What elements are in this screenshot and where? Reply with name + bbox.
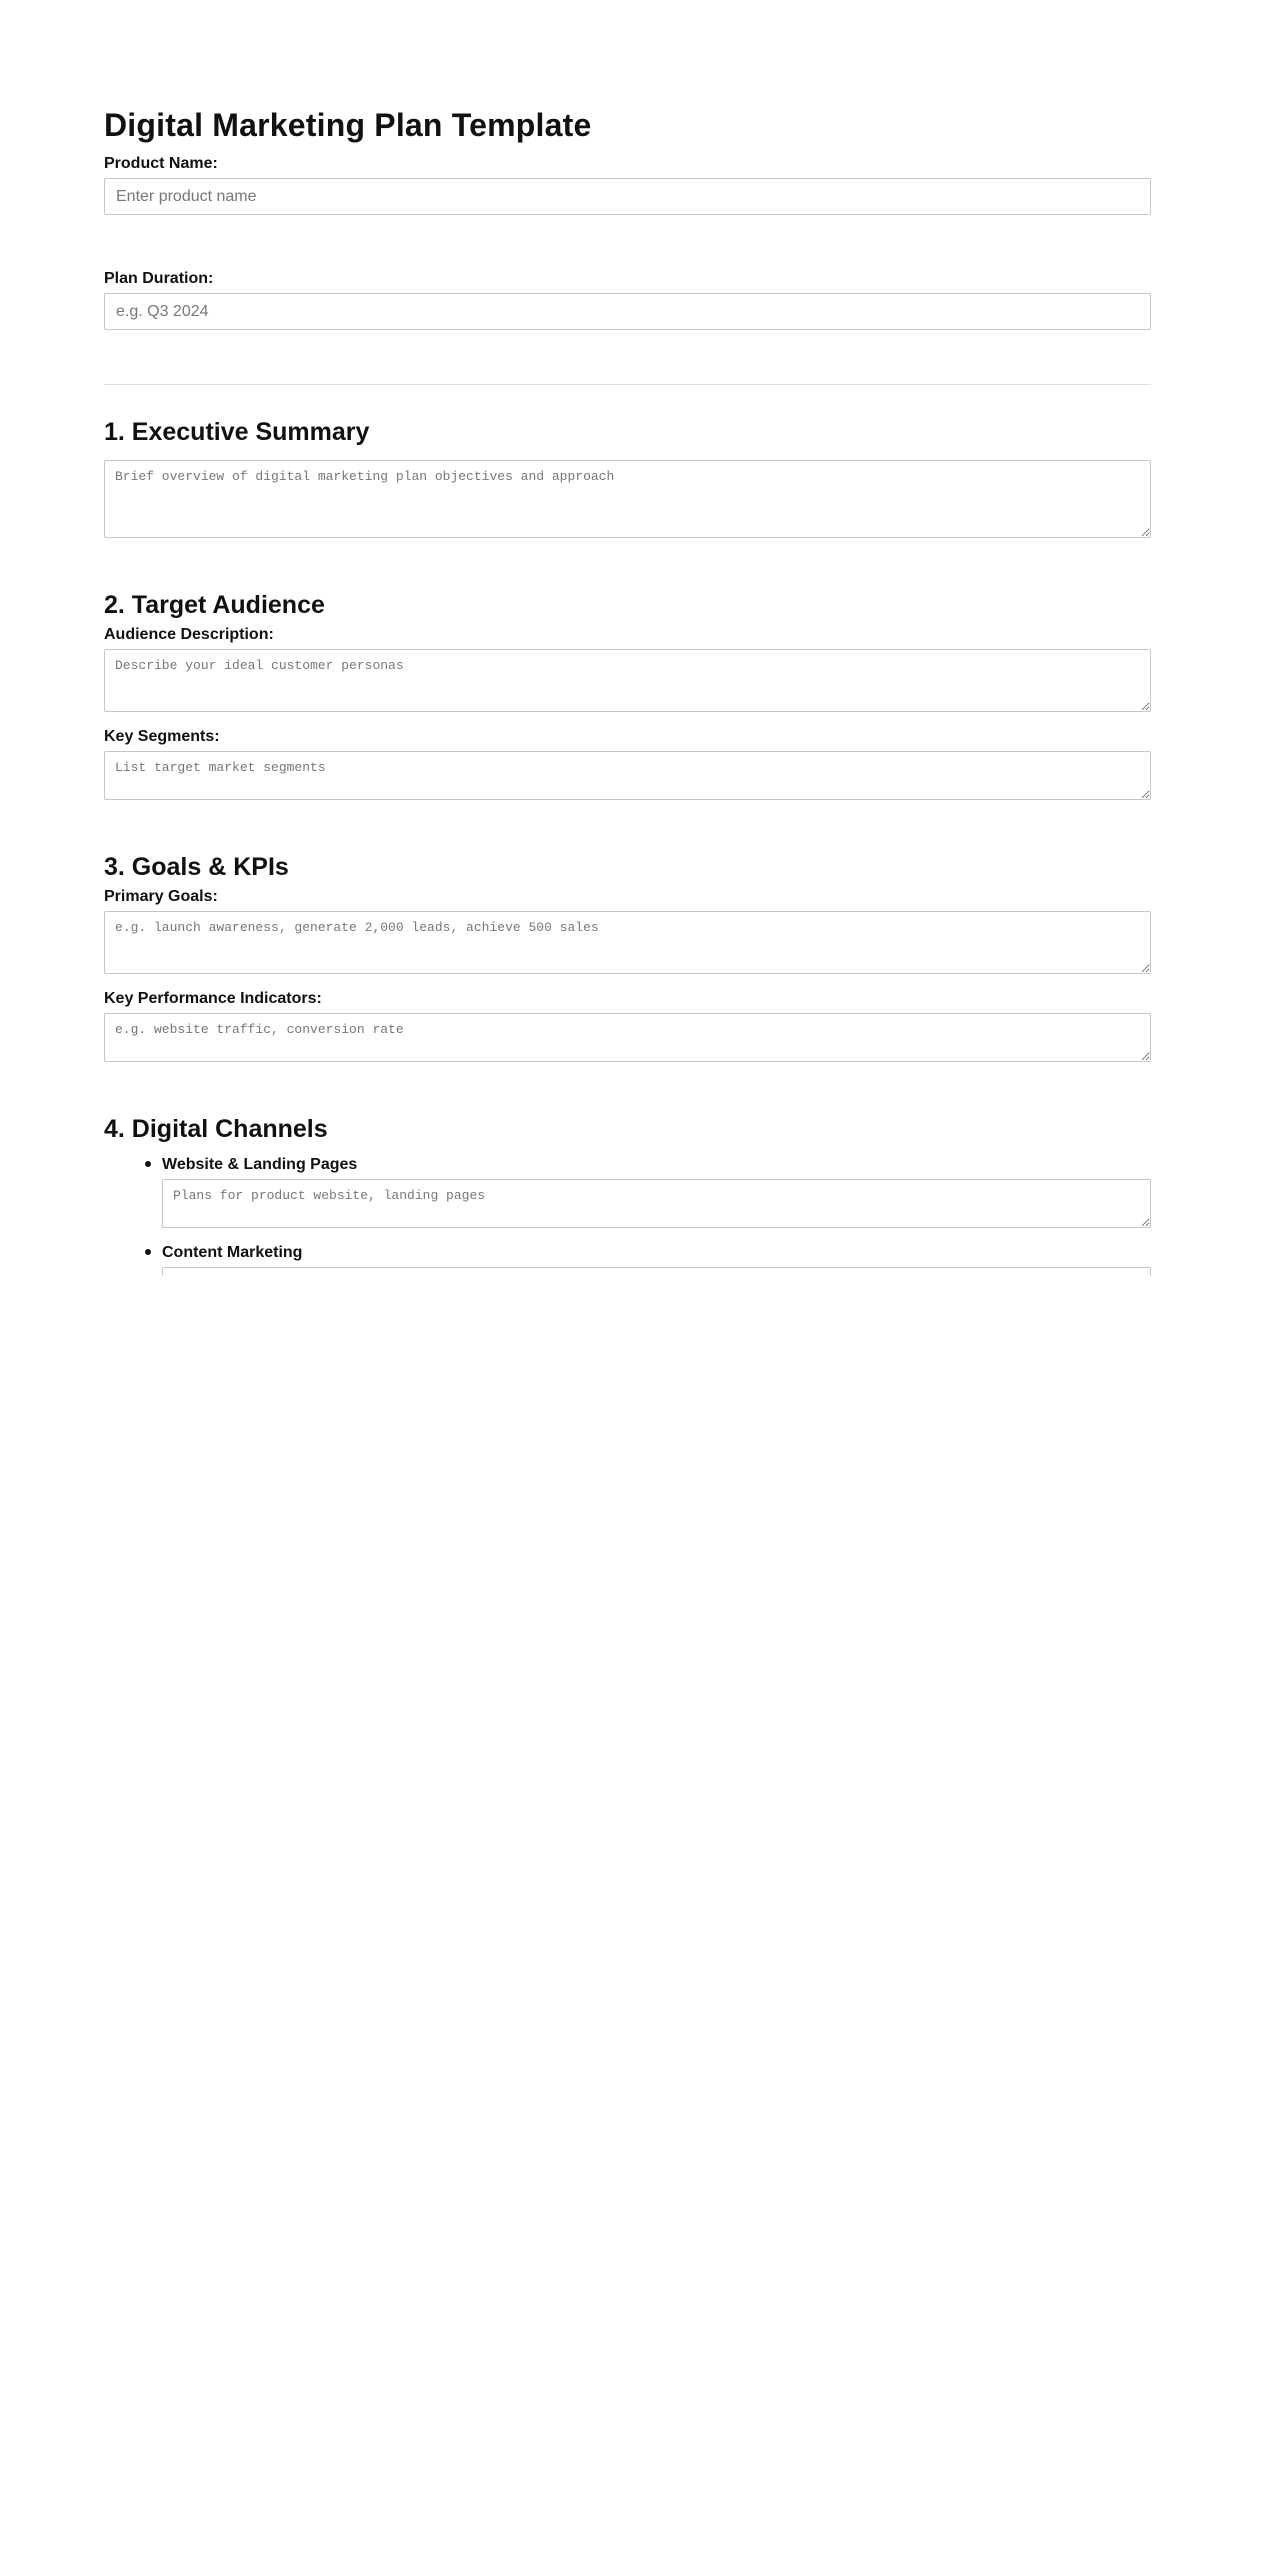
digital-channels-list [104,1155,1151,1276]
plan-duration-input[interactable] [104,293,1151,330]
digital-channels-heading: 4. Digital Channels [104,1115,328,1143]
audience-description-label: Audience Description: [104,626,274,643]
channel-label-content-marketing: Content Marketing [162,1244,303,1261]
target-audience-heading: 2. Target Audience [104,591,325,619]
page-title: Digital Marketing Plan Template [104,107,592,143]
bullet-icon [145,1249,151,1255]
executive-summary-textarea[interactable] [104,460,1151,538]
key-segments-label: Key Segments: [104,728,220,745]
product-name-label: Product Name: [104,155,218,172]
bullet-icon [145,1161,151,1167]
kpis-textarea[interactable] [104,1013,1151,1062]
primary-goals-textarea[interactable] [104,911,1151,974]
audience-description-textarea[interactable] [104,649,1151,712]
channel-textarea-clip [162,1267,1151,1276]
executive-summary-heading: 1. Executive Summary [104,418,370,446]
primary-goals-label: Primary Goals: [104,888,218,905]
channel-textarea-content-marketing[interactable] [162,1267,1151,1276]
document-content [104,103,1151,1276]
goals-kpis-heading: 3. Goals & KPIs [104,853,289,881]
channel-item-website [162,1155,1151,1228]
channel-label-website: Website & Landing Pages [162,1156,358,1173]
product-name-input[interactable] [104,178,1151,215]
channel-textarea-website[interactable] [162,1179,1151,1228]
section-divider [104,384,1151,385]
channel-item-content-marketing [162,1243,1151,1276]
key-segments-textarea[interactable] [104,751,1151,800]
plan-duration-label: Plan Duration: [104,270,214,287]
kpis-label: Key Performance Indicators: [104,990,322,1007]
